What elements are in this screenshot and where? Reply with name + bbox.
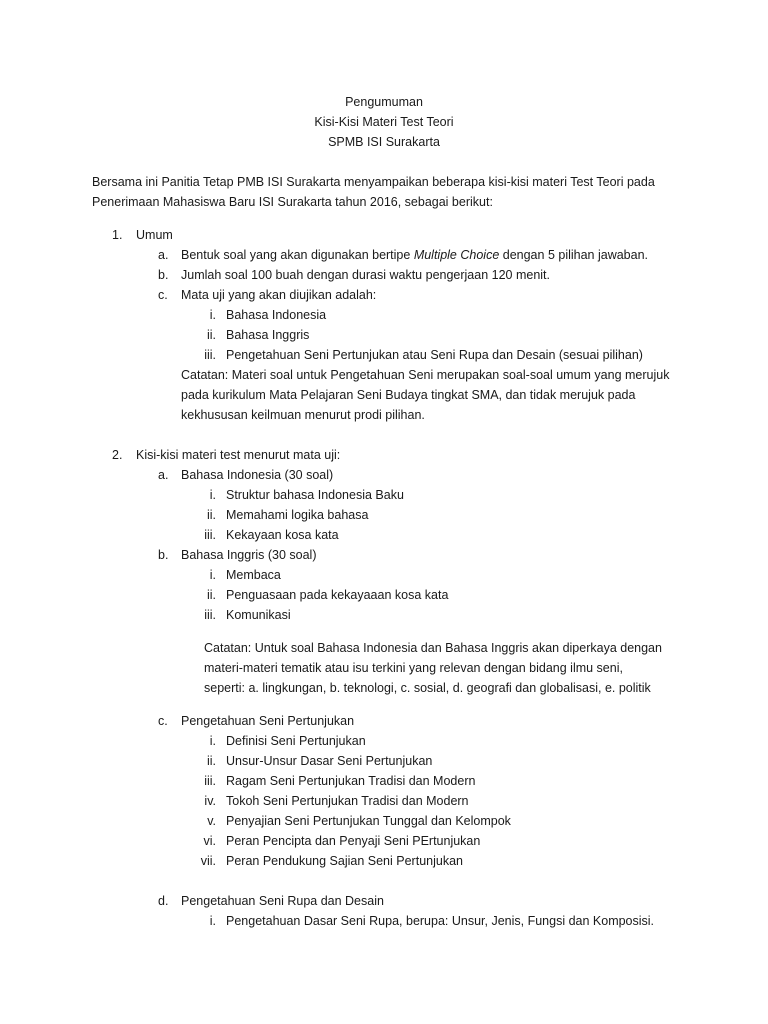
s1-b-marker: b.: [158, 268, 169, 282]
s2-c-vi-marker: vi.: [203, 834, 216, 848]
s1-c-iii-marker: iii.: [204, 348, 216, 362]
s2-b-i-text: Membaca: [226, 568, 281, 582]
s2-note-line-3: seperti: a. lingkungan, b. teknologi, c. sosial, d. geografi dan globalisasi, e. politik: [204, 681, 651, 695]
s1-c-text: Mata uji yang akan diujikan adalah:: [181, 288, 377, 302]
s2-d-marker: d.: [158, 894, 169, 908]
s2-c-v-text: Penyajian Seni Pertunjukan Tunggal dan Kelompok: [226, 814, 511, 828]
s2-c-ii-marker: ii.: [206, 754, 216, 768]
s1-b-text: Jumlah soal 100 buah dengan durasi waktu pengerjaan 120 menit.: [181, 268, 551, 282]
s2-c-v-marker: v.: [207, 814, 216, 828]
title-line-1: Pengumuman: [345, 95, 423, 109]
s2-c-ii-text: Unsur-Unsur Dasar Seni Pertunjukan: [226, 754, 433, 768]
s1-c-i-text: Bahasa Indonesia: [226, 308, 327, 322]
s2-c-vii-text: Peran Pendukung Sajian Seni Pertunjukan: [226, 854, 463, 868]
s2-a-ii-text: Memahami logika bahasa: [226, 508, 369, 522]
s2-c-iv-text: Tokoh Seni Pertunjukan Tradisi dan Modern: [226, 794, 469, 808]
s1-c-i-marker: i.: [209, 308, 216, 322]
multiple-choice-emphasis: Multiple Choice: [413, 248, 500, 262]
s1-a-text: Bentuk soal yang akan digunakan bertipe Multiple Choice dengan 5 pilihan jawaban.: [181, 248, 649, 262]
s2-d-i-marker: i.: [209, 914, 216, 928]
s1-note-line-3: kekhususan keilmuan menurut prodi pilihan.: [181, 408, 425, 422]
title-line-3: SPMB ISI Surakarta: [328, 135, 440, 149]
s2-b-i-marker: i.: [209, 568, 216, 582]
s1-c-ii-text: Bahasa Inggris: [226, 328, 310, 342]
section-2-title: Kisi-kisi materi test menurut mata uji:: [136, 448, 341, 462]
s1-note-line-2: pada kurikulum Mata Pelajaran Seni Budaya tingkat SMA, dan tidak merujuk pada: [181, 388, 636, 402]
s1-c-ii-marker: ii.: [206, 328, 216, 342]
s2-b-ii-text: Penguasaan pada kekayaaan kosa kata: [226, 588, 449, 602]
s2-c-i-text: Definisi Seni Pertunjukan: [226, 734, 366, 748]
s2-b-marker: b.: [158, 548, 169, 562]
s2-a-marker: a.: [158, 468, 169, 482]
s2-c-iv-marker: iv.: [204, 794, 216, 808]
s2-a-iii-marker: iii.: [204, 528, 216, 542]
s2-b-iii-text: Komunikasi: [226, 608, 291, 622]
s2-a-i-text: Struktur bahasa Indonesia Baku: [226, 488, 404, 502]
s2-a-ii-marker: ii.: [206, 508, 216, 522]
s1-c-marker: c.: [158, 288, 168, 302]
s2-note-line-1: Catatan: Untuk soal Bahasa Indonesia dan Bahasa Inggris akan diperkaya dengan: [204, 641, 662, 655]
title-line-2: Kisi-Kisi Materi Test Teori: [314, 115, 454, 129]
s2-c-iii-text: Ragam Seni Pertunjukan Tradisi dan Modern: [226, 774, 476, 788]
s2-b-title: Bahasa Inggris (30 soal): [181, 548, 317, 562]
s1-a-marker: a.: [158, 248, 169, 262]
s1-c-iii-text: Pengetahuan Seni Pertunjukan atau Seni Rupa dan Desain (sesuai pilihan): [226, 348, 643, 362]
s2-note-line-2: materi-materi tematik atau isu terkini yang relevan dengan bidang ilmu seni,: [204, 661, 623, 675]
s2-b-iii-marker: iii.: [204, 608, 216, 622]
s2-a-title: Bahasa Indonesia (30 soal): [181, 468, 334, 482]
section-2-number: 2.: [112, 448, 123, 462]
s2-a-iii-text: Kekayaan kosa kata: [226, 528, 339, 542]
s2-c-i-marker: i.: [209, 734, 216, 748]
section-1-number: 1.: [112, 228, 123, 242]
s2-d-i-text: Pengetahuan Dasar Seni Rupa, berupa: Unsur, Jenis, Fungsi dan Komposisi.: [226, 914, 655, 928]
s2-b-ii-marker: ii.: [206, 588, 216, 602]
s2-c-marker: c.: [158, 714, 168, 728]
s2-c-title: Pengetahuan Seni Pertunjukan: [181, 714, 355, 728]
s2-a-i-marker: i.: [209, 488, 216, 502]
section-1-title: Umum: [136, 228, 173, 242]
s2-d-title: Pengetahuan Seni Rupa dan Desain: [181, 894, 384, 908]
s1-note-line-1: Catatan: Materi soal untuk Pengetahuan Seni merupakan soal-soal umum yang merujuk: [181, 368, 670, 382]
intro-line-2: Penerimaan Mahasiswa Baru ISI Surakarta tahun 2016, sebagai berikut:: [92, 195, 493, 209]
intro-line-1: Bersama ini Panitia Tetap PMB ISI Surakarta menyampaikan beberapa kisi-kisi materi Test Teori pada: [92, 175, 655, 189]
s2-c-vii-marker: vii.: [200, 854, 216, 868]
s2-c-vi-text: Peran Pencipta dan Penyaji Seni PErtunjukan: [226, 834, 481, 848]
s2-c-iii-marker: iii.: [204, 774, 216, 788]
